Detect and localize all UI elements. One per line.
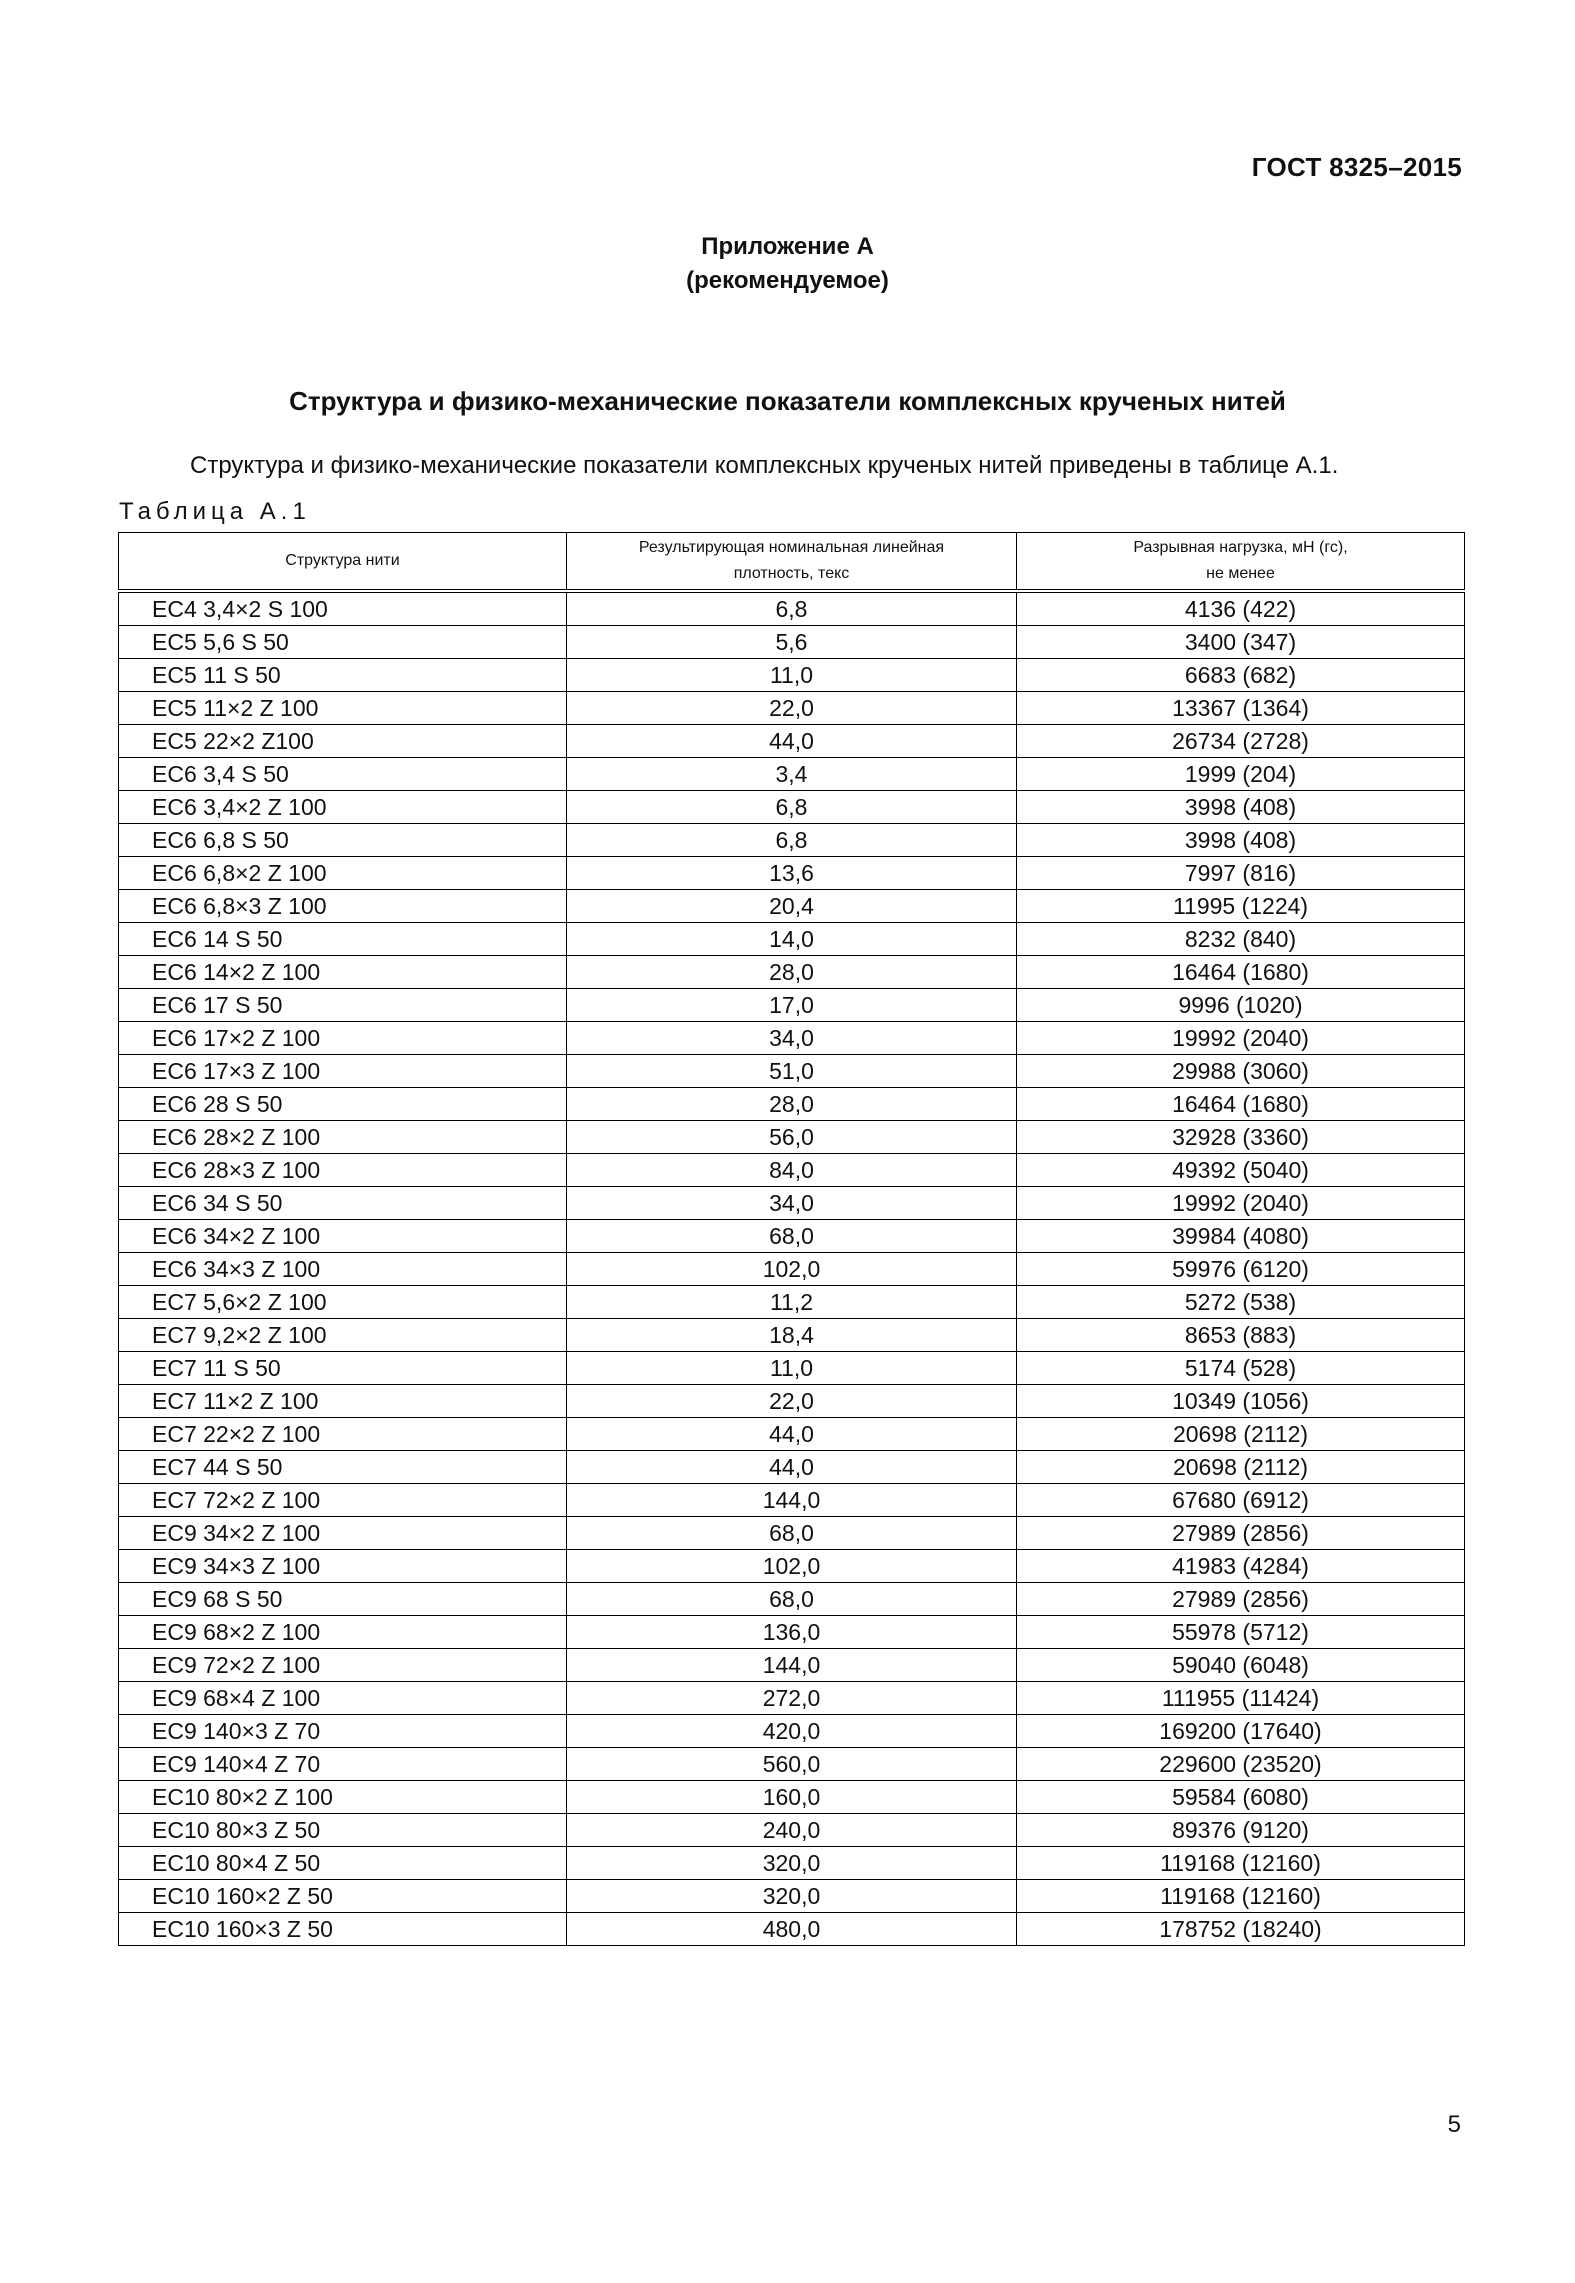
cell-structure: ЕС10 160×3 Z 50 <box>119 1913 567 1946</box>
cell-linear-density: 6,8 <box>567 791 1017 824</box>
header-linear-density-line1: Результирующая номинальная линейная <box>638 539 945 556</box>
cell-linear-density: 160,0 <box>567 1781 1017 1814</box>
cell-structure: ЕС9 140×3 Z 70 <box>119 1715 567 1748</box>
cell-structure: ЕС6 28×3 Z 100 <box>119 1154 567 1187</box>
cell-structure: ЕС6 6,8×2 Z 100 <box>119 857 567 890</box>
cell-linear-density: 51,0 <box>567 1055 1017 1088</box>
table-row <box>119 857 1465 890</box>
cell-breaking-load: 49392 (5040) <box>1017 1154 1465 1187</box>
table-row <box>119 1484 1465 1517</box>
cell-breaking-load: 19992 (2040) <box>1017 1022 1465 1055</box>
table-row <box>119 890 1465 923</box>
cell-linear-density: 102,0 <box>567 1253 1017 1286</box>
cell-breaking-load: 8653 (883) <box>1017 1319 1465 1352</box>
cell-structure: ЕС7 9,2×2 Z 100 <box>119 1319 567 1352</box>
cell-linear-density: 420,0 <box>567 1715 1017 1748</box>
cell-breaking-load: 119168 (12160) <box>1017 1847 1465 1880</box>
cell-structure: ЕС10 80×3 Z 50 <box>119 1814 567 1847</box>
cell-linear-density: 3,4 <box>567 758 1017 791</box>
table-row <box>119 1649 1465 1682</box>
table-row <box>119 1385 1465 1418</box>
cell-linear-density: 34,0 <box>567 1022 1017 1055</box>
cell-structure: ЕС9 72×2 Z 100 <box>119 1649 567 1682</box>
cell-structure: ЕС10 80×4 Z 50 <box>119 1847 567 1880</box>
table-row <box>119 659 1465 692</box>
cell-linear-density: 18,4 <box>567 1319 1017 1352</box>
table-header <box>119 533 1465 592</box>
cell-structure: ЕС7 11×2 Z 100 <box>119 1385 567 1418</box>
cell-linear-density: 320,0 <box>567 1847 1017 1880</box>
cell-structure: ЕС9 68 S 50 <box>119 1583 567 1616</box>
cell-breaking-load: 8232 (840) <box>1017 923 1465 956</box>
section-title: Структура и физико-механические показатели комплексных крученых нитей <box>289 386 1286 416</box>
cell-structure: ЕС5 11×2 Z 100 <box>119 692 567 725</box>
cell-breaking-load: 111955 (11424) <box>1017 1682 1465 1715</box>
header-linear-density <box>567 533 1017 592</box>
cell-structure: ЕС6 14×2 Z 100 <box>119 956 567 989</box>
table-row <box>119 1154 1465 1187</box>
cell-linear-density: 6,8 <box>567 591 1017 626</box>
cell-linear-density: 560,0 <box>567 1748 1017 1781</box>
cell-breaking-load: 29988 (3060) <box>1017 1055 1465 1088</box>
cell-linear-density: 102,0 <box>567 1550 1017 1583</box>
cell-breaking-load: 1999 (204) <box>1017 758 1465 791</box>
table-row <box>119 692 1465 725</box>
table-row <box>119 1451 1465 1484</box>
intro-paragraph: Структура и физико-механические показатели комплексных крученых нитей приведены в таблице А.1. <box>190 452 1339 479</box>
table-row <box>119 1319 1465 1352</box>
cell-linear-density: 44,0 <box>567 1451 1017 1484</box>
cell-breaking-load: 59976 (6120) <box>1017 1253 1465 1286</box>
table-row <box>119 1583 1465 1616</box>
cell-breaking-load: 59584 (6080) <box>1017 1781 1465 1814</box>
cell-breaking-load: 229600 (23520) <box>1017 1748 1465 1781</box>
cell-structure: ЕС6 6,8 S 50 <box>119 824 567 857</box>
table-row <box>119 1286 1465 1319</box>
table-row <box>119 1847 1465 1880</box>
cell-structure: ЕС6 34 S 50 <box>119 1187 567 1220</box>
table-row <box>119 1352 1465 1385</box>
cell-breaking-load: 6683 (682) <box>1017 659 1465 692</box>
table-row <box>119 626 1465 659</box>
table-row <box>119 923 1465 956</box>
table-row <box>119 1253 1465 1286</box>
cell-linear-density: 144,0 <box>567 1649 1017 1682</box>
cell-structure: ЕС9 34×3 Z 100 <box>119 1550 567 1583</box>
cell-structure: ЕС9 68×4 Z 100 <box>119 1682 567 1715</box>
cell-structure: ЕС9 34×2 Z 100 <box>119 1517 567 1550</box>
cell-linear-density: 22,0 <box>567 1385 1017 1418</box>
header-breaking-load-line2: не менее <box>1206 565 1275 582</box>
cell-linear-density: 44,0 <box>567 725 1017 758</box>
cell-breaking-load: 169200 (17640) <box>1017 1715 1465 1748</box>
cell-structure: ЕС5 11 S 50 <box>119 659 567 692</box>
cell-breaking-load: 59040 (6048) <box>1017 1649 1465 1682</box>
cell-structure: ЕС9 68×2 Z 100 <box>119 1616 567 1649</box>
cell-structure: ЕС6 14 S 50 <box>119 923 567 956</box>
cell-breaking-load: 9996 (1020) <box>1017 989 1465 1022</box>
table-row <box>119 725 1465 758</box>
cell-structure: ЕС5 22×2 Z100 <box>119 725 567 758</box>
yarn-properties-table <box>118 532 1465 1946</box>
table-body <box>119 591 1465 1946</box>
table-row <box>119 1616 1465 1649</box>
cell-linear-density: 11,0 <box>567 1352 1017 1385</box>
cell-linear-density: 136,0 <box>567 1616 1017 1649</box>
cell-linear-density: 480,0 <box>567 1913 1017 1946</box>
cell-linear-density: 20,4 <box>567 890 1017 923</box>
table-row <box>119 1187 1465 1220</box>
cell-structure: ЕС6 28 S 50 <box>119 1088 567 1121</box>
cell-linear-density: 22,0 <box>567 692 1017 725</box>
cell-linear-density: 5,6 <box>567 626 1017 659</box>
table-row <box>119 1913 1465 1946</box>
cell-breaking-load: 32928 (3360) <box>1017 1121 1465 1154</box>
cell-structure: ЕС6 17 S 50 <box>119 989 567 1022</box>
table-row <box>119 1055 1465 1088</box>
cell-linear-density: 272,0 <box>567 1682 1017 1715</box>
table-row <box>119 591 1465 626</box>
cell-breaking-load: 20698 (2112) <box>1017 1418 1465 1451</box>
cell-linear-density: 320,0 <box>567 1880 1017 1913</box>
cell-breaking-load: 67680 (6912) <box>1017 1484 1465 1517</box>
cell-breaking-load: 41983 (4284) <box>1017 1550 1465 1583</box>
cell-structure: ЕС6 6,8×3 Z 100 <box>119 890 567 923</box>
cell-linear-density: 44,0 <box>567 1418 1017 1451</box>
cell-linear-density: 68,0 <box>567 1583 1017 1616</box>
cell-structure: ЕС7 72×2 Z 100 <box>119 1484 567 1517</box>
cell-breaking-load: 26734 (2728) <box>1017 725 1465 758</box>
table-row <box>119 1088 1465 1121</box>
cell-breaking-load: 7997 (816) <box>1017 857 1465 890</box>
cell-breaking-load: 178752 (18240) <box>1017 1913 1465 1946</box>
cell-linear-density: 11,2 <box>567 1286 1017 1319</box>
cell-linear-density: 68,0 <box>567 1220 1017 1253</box>
table-row <box>119 1550 1465 1583</box>
cell-structure: ЕС7 5,6×2 Z 100 <box>119 1286 567 1319</box>
cell-breaking-load: 20698 (2112) <box>1017 1451 1465 1484</box>
cell-linear-density: 13,6 <box>567 857 1017 890</box>
table-row <box>119 1022 1465 1055</box>
header-linear-density-line2: плотность, текс <box>733 565 850 582</box>
cell-breaking-load: 39984 (4080) <box>1017 1220 1465 1253</box>
cell-breaking-load: 16464 (1680) <box>1017 956 1465 989</box>
table-row <box>119 1715 1465 1748</box>
cell-linear-density: 56,0 <box>567 1121 1017 1154</box>
cell-structure: ЕС6 3,4×2 Z 100 <box>119 791 567 824</box>
cell-linear-density: 84,0 <box>567 1154 1017 1187</box>
appendix-title: Приложение А <box>701 233 874 260</box>
table-row <box>119 1814 1465 1847</box>
cell-structure: ЕС6 28×2 Z 100 <box>119 1121 567 1154</box>
cell-linear-density: 68,0 <box>567 1517 1017 1550</box>
cell-breaking-load: 3400 (347) <box>1017 626 1465 659</box>
cell-breaking-load: 27989 (2856) <box>1017 1583 1465 1616</box>
cell-breaking-load: 55978 (5712) <box>1017 1616 1465 1649</box>
table-row <box>119 1418 1465 1451</box>
cell-structure: ЕС5 5,6 S 50 <box>119 626 567 659</box>
header-breaking-load-line1: Разрывная нагрузка, мН (гс), <box>1133 539 1348 556</box>
table-row <box>119 956 1465 989</box>
cell-structure: ЕС10 160×2 Z 50 <box>119 1880 567 1913</box>
cell-structure: ЕС6 17×3 Z 100 <box>119 1055 567 1088</box>
cell-structure: ЕС10 80×2 Z 100 <box>119 1781 567 1814</box>
cell-breaking-load: 3998 (408) <box>1017 791 1465 824</box>
cell-breaking-load: 5174 (528) <box>1017 1352 1465 1385</box>
cell-structure: ЕС4 3,4×2 S 100 <box>119 591 567 626</box>
cell-linear-density: 144,0 <box>567 1484 1017 1517</box>
header-breaking-load <box>1017 533 1465 592</box>
cell-breaking-load: 119168 (12160) <box>1017 1880 1465 1913</box>
cell-breaking-load: 19992 (2040) <box>1017 1187 1465 1220</box>
cell-structure: ЕС7 44 S 50 <box>119 1451 567 1484</box>
cell-structure: ЕС7 22×2 Z 100 <box>119 1418 567 1451</box>
appendix-status: (рекомендуемое) <box>686 267 889 294</box>
table-row <box>119 1517 1465 1550</box>
cell-structure: ЕС6 34×2 Z 100 <box>119 1220 567 1253</box>
cell-structure: ЕС6 17×2 Z 100 <box>119 1022 567 1055</box>
cell-structure: ЕС7 11 S 50 <box>119 1352 567 1385</box>
table-row <box>119 1880 1465 1913</box>
cell-breaking-load: 16464 (1680) <box>1017 1088 1465 1121</box>
cell-structure: ЕС9 140×4 Z 70 <box>119 1748 567 1781</box>
table-row <box>119 791 1465 824</box>
cell-linear-density: 34,0 <box>567 1187 1017 1220</box>
table-row <box>119 758 1465 791</box>
cell-linear-density: 11,0 <box>567 659 1017 692</box>
cell-breaking-load: 10349 (1056) <box>1017 1385 1465 1418</box>
cell-structure: ЕС6 3,4 S 50 <box>119 758 567 791</box>
table-row <box>119 1121 1465 1154</box>
page-number: 5 <box>1447 2111 1461 2138</box>
cell-linear-density: 240,0 <box>567 1814 1017 1847</box>
cell-breaking-load: 4136 (422) <box>1017 591 1465 626</box>
cell-structure: ЕС6 34×3 Z 100 <box>119 1253 567 1286</box>
cell-breaking-load: 11995 (1224) <box>1017 890 1465 923</box>
table-row <box>119 824 1465 857</box>
table-row <box>119 989 1465 1022</box>
cell-linear-density: 14,0 <box>567 923 1017 956</box>
cell-breaking-load: 89376 (9120) <box>1017 1814 1465 1847</box>
cell-linear-density: 28,0 <box>567 956 1017 989</box>
cell-linear-density: 28,0 <box>567 1088 1017 1121</box>
table-row <box>119 1220 1465 1253</box>
document-code: ГОСТ 8325–2015 <box>1251 152 1462 182</box>
cell-breaking-load: 3998 (408) <box>1017 824 1465 857</box>
cell-breaking-load: 5272 (538) <box>1017 1286 1465 1319</box>
cell-breaking-load: 13367 (1364) <box>1017 692 1465 725</box>
cell-linear-density: 17,0 <box>567 989 1017 1022</box>
cell-linear-density: 6,8 <box>567 824 1017 857</box>
appendix-heading <box>0 230 1575 298</box>
cell-breaking-load: 27989 (2856) <box>1017 1517 1465 1550</box>
table-row <box>119 1781 1465 1814</box>
header-structure: Структура нити <box>119 533 567 592</box>
table-row <box>119 1748 1465 1781</box>
table-row <box>119 1682 1465 1715</box>
table-caption: Таблица А.1 <box>119 498 311 525</box>
